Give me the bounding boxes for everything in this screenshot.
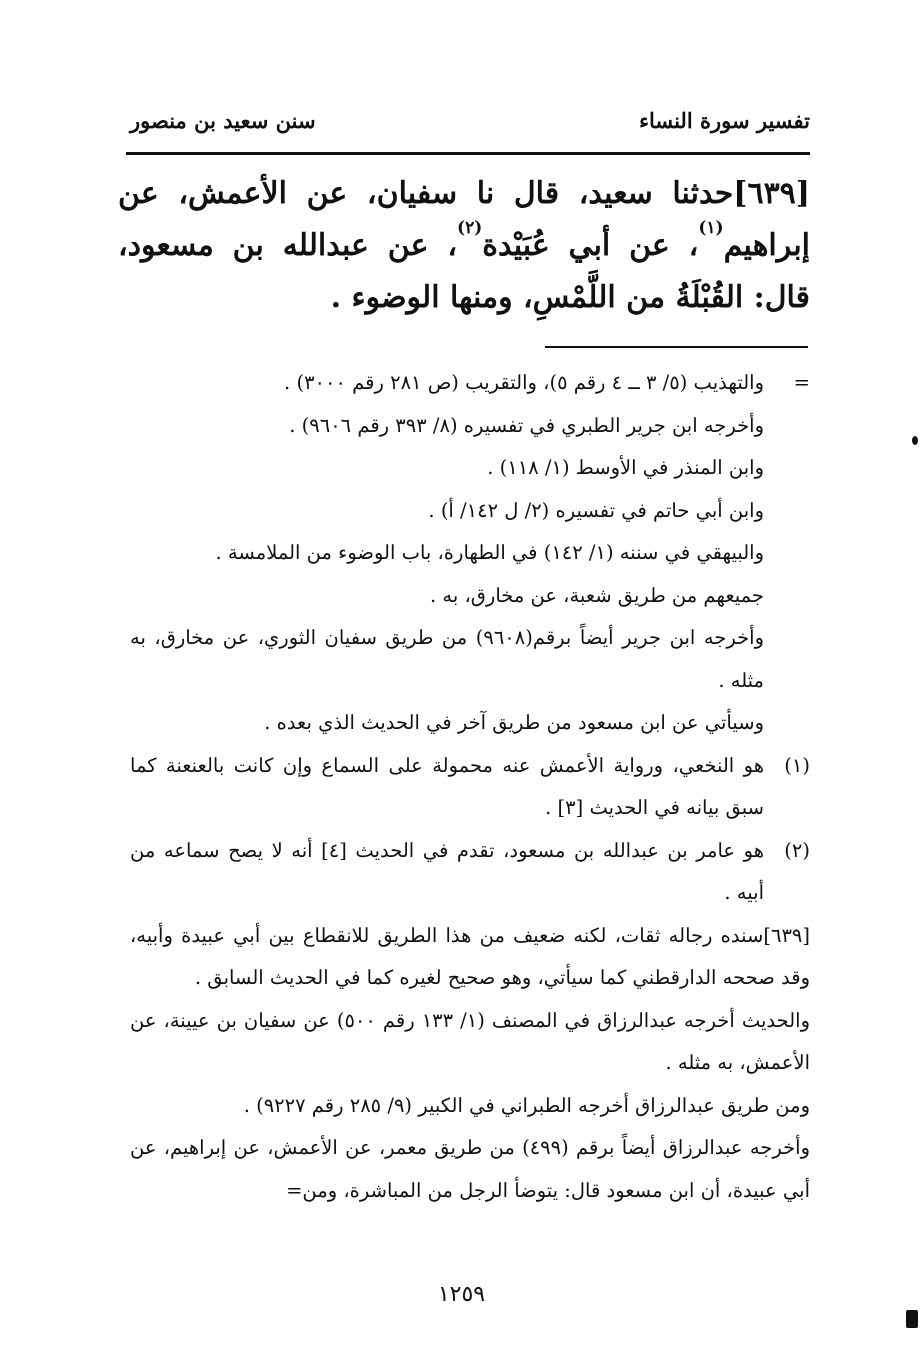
commentary-number: [٦٣٩] — [763, 923, 810, 947]
chapter-title: تفسير سورة النساء — [639, 108, 810, 133]
hadith-matn: القُبْلَةُ من اللَّمْسِ، ومنها الوضوء . — [330, 280, 744, 315]
page-number: ١٢٥٩ — [437, 1282, 486, 1307]
footnote-text: وأخرجه ابن جرير أيضاً برقم(٩٦٠٨) من طريق سفيان الثوري، عن مخارق، به مثله . — [130, 626, 764, 692]
commentary-text: ومن طريق عبدالرزاق أخرجه الطبراني في الكبير (٩/ ٢٨٥ رقم ٩٢٢٧) . — [243, 1093, 810, 1117]
footnote-2 — [130, 830, 810, 915]
footnote-line — [130, 490, 810, 533]
footnote-line — [130, 532, 810, 575]
footnotes — [130, 362, 810, 1212]
footnote-text: والتهذيب (٥/ ٣ ــ ٤ رقم ٥)، والتقريب (ص ٢٨١ رقم ٣٠٠٠) . — [284, 371, 764, 394]
scan-speck — [906, 1310, 918, 1328]
footnote-ref-2: (٢) — [457, 218, 483, 238]
hadith-text — [118, 168, 810, 324]
footnote-line — [130, 362, 810, 405]
commentary-line — [130, 915, 810, 1000]
footnote-text: وابن المنذر في الأوسط (١/ ١١٨) . — [487, 456, 764, 479]
hadith-chain-c: ، عن عبدالله بن مسعود، قال: — [118, 228, 810, 315]
footnote-line — [130, 447, 810, 490]
footnote-line — [130, 575, 810, 618]
hadith-number: [٦٣٩] — [733, 176, 810, 211]
footnote-text: وسيأتي عن ابن مسعود من طريق آخر في الحديث الذي بعده . — [264, 711, 764, 734]
footnote-line — [130, 405, 810, 448]
book-title: سنن سعيد بن منصور — [130, 108, 316, 133]
footnote-text: والبيهقي في سننه (١/ ١٤٢) في الطهارة، باب الوضوء من الملامسة . — [215, 541, 764, 564]
footnote-text: وأخرجه ابن جرير الطبري في تفسيره (٨/ ٣٩٣ رقم ٩٦٠٦) . — [289, 413, 764, 437]
hadith-chain-b: ، عن أبي عُبَيْدة — [482, 228, 699, 263]
footnote-1 — [130, 745, 810, 830]
commentary-line — [130, 1127, 810, 1212]
footnote-rule — [545, 346, 808, 348]
footnote-line — [130, 617, 810, 702]
footnote-text: جميعهم من طريق شعبة، عن مخارق، به . — [430, 583, 764, 607]
footnote-line — [130, 702, 810, 745]
commentary-text: سنده رجاله ثقات، لكنه ضعيف من هذا الطريق للانقطاع بين أبي عبيدة وأبيه، وقد صححه الدارقطني كما سيأتي، وهو صحيح لغيره كما في الحديث السابق . — [130, 923, 810, 989]
running-header — [130, 108, 810, 142]
footnote-mark: (١) — [784, 753, 810, 777]
footnote-mark: (٢) — [784, 838, 810, 862]
footnote-mark: = — [793, 371, 810, 394]
footnote-text: وابن أبي حاتم في تفسيره (٢/ ل ١٤٢/ أ) . — [428, 498, 764, 522]
footnote-text: هو النخعي، ورواية الأعمش عنه محمولة على السماع وإن كانت بالعنعنة كما سبق بيانه في الحديث [٣] . — [130, 753, 764, 819]
footnote-ref-1: (١) — [698, 218, 724, 238]
scan-speck — [912, 436, 918, 445]
commentary-line — [130, 1085, 810, 1128]
header-rule — [126, 152, 810, 155]
hadith-chain-a: حدثنا سعيد، قال نا سفيان، عن الأعمش، عن إبراهيم — [118, 176, 811, 263]
commentary-text: وأخرجه عبدالرزاق أيضاً برقم (٤٩٩) من طريق معمر، عن الأعمش، عن إبراهيم، عن أبي عبيدة، أن ابن مسعود قال: يتوضأ الرجل من المباشرة، ومن= — [130, 1136, 810, 1202]
footnote-text: هو عامر بن عبدالله بن مسعود، تقدم في الحديث [٤] أنه لا يصح سماعه من أبيه . — [130, 838, 764, 904]
commentary-line — [130, 1000, 810, 1085]
commentary-text: والحديث أخرجه عبدالرزاق في المصنف (١/ ١٣٣ رقم ٥٠٠) عن سفيان بن عيينة، عن الأعمش، به مثله . — [130, 1008, 810, 1074]
